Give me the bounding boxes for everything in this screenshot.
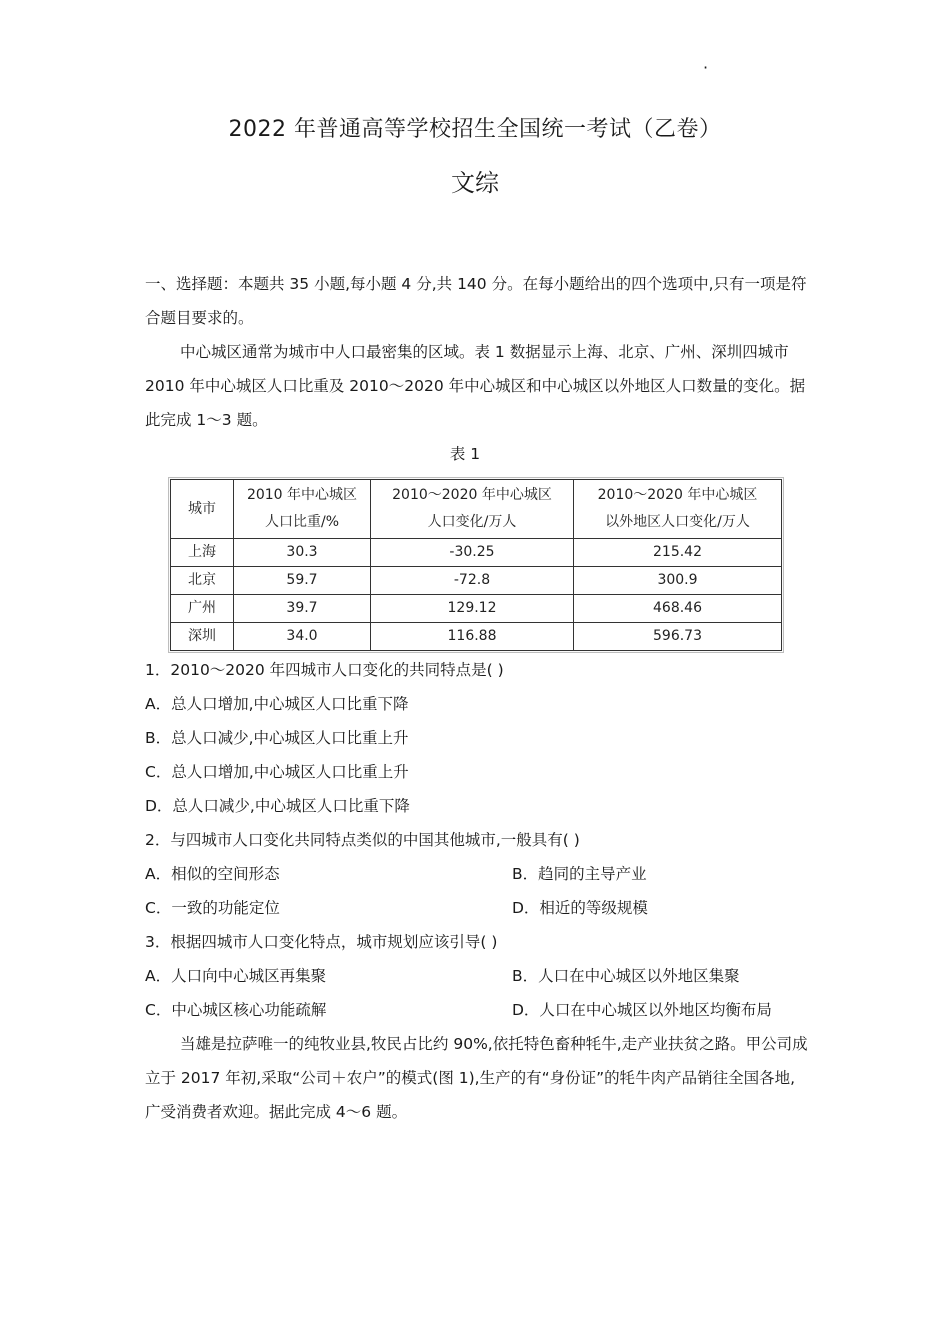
exam-title: 2022 年普通高等学校招生全国统一考试（乙卷） xyxy=(228,117,722,142)
question-3-option-c: C．中心城区核心功能疏解 xyxy=(145,1001,327,1019)
question-3-option-b: B．人口在中心城区以外地区集聚 xyxy=(512,967,740,985)
passage-2: 当雄是拉萨唯一的纯牧业县,牧民占比约 90%,依托特色畜种牦牛,走产业扶贫之路。甲公司成立于 2017 年初,采取“公司＋农户”的模式(图 1),生产的有“身份证”的牦牛肉产品销往全国各地,广受消费者欢迎。据此完成 4～6 题。 xyxy=(145,1035,808,1121)
table-caption: 表 1 xyxy=(449,445,481,463)
data-table-frame xyxy=(168,477,784,653)
question-1-option-a: A．总人口增加,中心城区人口比重下降 xyxy=(145,695,409,713)
question-1-option-c: C．总人口增加,中心城区人口比重上升 xyxy=(145,763,409,781)
cell-center: 116.88 xyxy=(371,623,574,651)
header-share-line2: 人口比重/% xyxy=(264,514,340,530)
cell-share: 59.7 xyxy=(234,567,371,595)
header-dot: · xyxy=(703,58,709,77)
question-2-option-b: B．趋同的主导产业 xyxy=(512,865,647,883)
question-2-stem: 2．与四城市人口变化共同特点类似的中国其他城市,一般具有( ) xyxy=(145,831,580,849)
cell-city: 广州 xyxy=(171,595,234,623)
cell-outer: 596.73 xyxy=(574,623,782,651)
header-outer-line1: 2010～2020 年中心城区 xyxy=(597,487,758,503)
question-2-options-row-2 xyxy=(145,891,810,925)
table-row xyxy=(171,623,782,651)
cell-share: 34.0 xyxy=(234,623,371,651)
table-header-row xyxy=(171,480,782,539)
table-row xyxy=(171,539,782,567)
section-intro: 一、选择题：本题共 35 小题,每小题 4 分,共 140 分。在每小题给出的四个选项中,只有一项是符合题目要求的。 xyxy=(145,275,807,327)
header-center-line2: 人口变化/万人 xyxy=(427,514,517,530)
population-table xyxy=(170,479,782,651)
cell-center: -72.8 xyxy=(371,567,574,595)
question-2-option-d: D．相近的等级规模 xyxy=(512,899,648,917)
table-row xyxy=(171,595,782,623)
header-center-line1: 2010～2020 年中心城区 xyxy=(392,487,552,503)
question-3-option-a: A．人口向中心城区再集聚 xyxy=(145,967,327,985)
cell-outer: 300.9 xyxy=(574,567,782,595)
question-3-stem: 3．根据四城市人口变化特点，城市规划应该引导( ) xyxy=(145,933,498,951)
header-outer-change xyxy=(574,480,782,539)
cell-city: 上海 xyxy=(171,539,234,567)
cell-outer: 468.46 xyxy=(574,595,782,623)
header-share-line1: 2010 年中心城区 xyxy=(246,487,358,503)
header-outer-line2: 以外地区人口变化/万人 xyxy=(605,514,750,530)
question-1-option-b: B．总人口减少,中心城区人口比重上升 xyxy=(145,729,409,747)
header-city: 城市 xyxy=(171,480,234,539)
cell-city: 深圳 xyxy=(171,623,234,651)
cell-city: 北京 xyxy=(171,567,234,595)
cell-share: 39.7 xyxy=(234,595,371,623)
exam-subject: 文综 xyxy=(451,169,499,197)
table-row xyxy=(171,567,782,595)
cell-share: 30.3 xyxy=(234,539,371,567)
question-2-option-a: A．相似的空间形态 xyxy=(145,865,280,883)
passage-1: 中心城区通常为城市中人口最密集的区域。表 1 数据显示上海、北京、广州、深圳四城市 2010 年中心城区人口比重及 2010～2020 年中心城区和中心城区以外地区人口数量的变化。据此完成 1～3 题。 xyxy=(145,343,806,429)
question-2-options-row-1 xyxy=(145,857,810,891)
question-3-options-row-1 xyxy=(145,959,810,993)
cell-outer: 215.42 xyxy=(574,539,782,567)
cell-center: 129.12 xyxy=(371,595,574,623)
cell-center: -30.25 xyxy=(371,539,574,567)
question-3-options-row-2 xyxy=(145,993,810,1027)
exam-body xyxy=(145,267,810,1129)
header-center-change xyxy=(371,480,574,539)
question-3-option-d: D．人口在中心城区以外地区均衡布局 xyxy=(512,1001,772,1019)
header-share xyxy=(234,480,371,539)
question-2-option-c: C．一致的功能定位 xyxy=(145,899,280,917)
question-1-option-d: D．总人口减少,中心城区人口比重下降 xyxy=(145,797,410,815)
question-1-stem: 1．2010～2020 年四城市人口变化的共同特点是( ) xyxy=(145,661,504,679)
